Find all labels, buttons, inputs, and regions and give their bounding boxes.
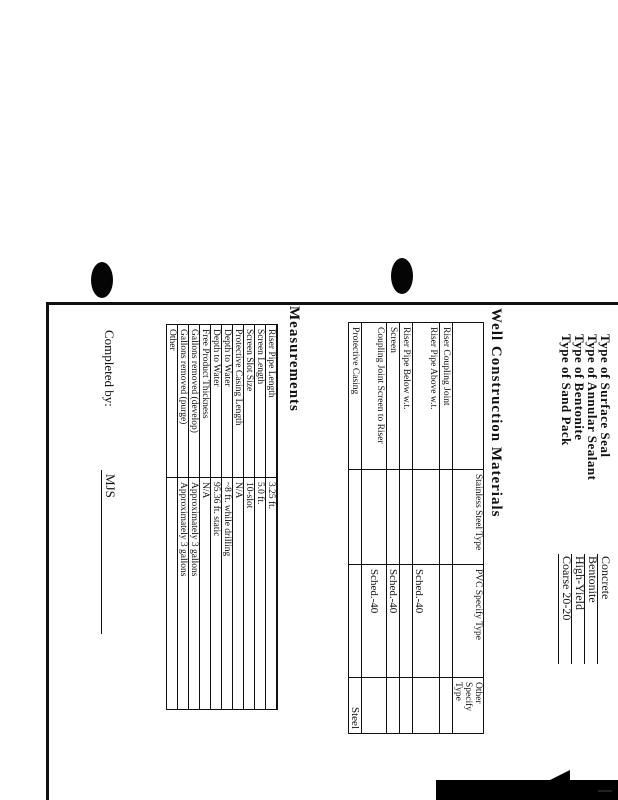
table-row — [233, 325, 244, 710]
seal-value: Bentonite — [584, 554, 600, 664]
cell-stainless — [400, 470, 413, 565]
cell-value: 3.25 ft. — [266, 478, 278, 710]
cell-stainless — [349, 470, 362, 565]
cell-pvc: Sched.-40 — [413, 565, 440, 678]
seal-label: Type of Sand Pack — [559, 334, 574, 446]
column-header — [453, 323, 484, 470]
cell-stainless — [413, 470, 440, 565]
cell-value: ~8 ft. while drilling — [222, 478, 233, 710]
seal-value: Concrete — [597, 554, 613, 664]
cell-other — [362, 678, 387, 734]
cell-value: 95.36 ft. static — [211, 478, 222, 710]
column-header: Other Specify Type — [453, 678, 484, 734]
cell-value: N/A — [233, 478, 244, 710]
row-label: Riser Coupling Joint — [440, 323, 453, 470]
row-label: Depth to Water — [211, 325, 222, 478]
seal-value: High-Yield — [571, 554, 587, 664]
table-row — [222, 325, 233, 710]
measurements-title: Measurements — [286, 306, 302, 412]
seal-types — [558, 334, 613, 664]
table-row — [400, 323, 413, 734]
seal-value: Coarse 20-20 — [558, 554, 574, 664]
row-label: Riser Pipe Below w.t. — [400, 323, 413, 470]
table-header-row — [453, 323, 484, 734]
cell-value — [167, 478, 178, 710]
row-label: Depth to Water — [222, 325, 233, 478]
seal-row — [558, 334, 574, 664]
row-label: Free Product Thickness — [200, 325, 211, 478]
table-row — [349, 323, 362, 734]
cell-pvc — [440, 565, 453, 678]
row-label: Screen — [387, 323, 400, 470]
completed-value: MJS — [101, 470, 118, 634]
table-row — [440, 323, 453, 734]
row-label: Other — [167, 325, 178, 478]
cell-other — [387, 678, 400, 734]
column-header: PVC Specify Type — [453, 565, 484, 678]
row-label: Riser Pipe Length — [266, 325, 278, 478]
materials-title: Well Construction Materials — [488, 308, 504, 518]
cell-stainless — [362, 470, 387, 565]
cell-pvc — [349, 565, 362, 678]
column-header: Stainless Steel Type — [453, 470, 484, 565]
cell-stainless — [387, 470, 400, 565]
table-row — [362, 323, 387, 734]
seal-label: Type of Annular Sealant — [585, 334, 600, 481]
cell-value: Approximately 3 gallons — [189, 478, 200, 710]
row-label: Screen Slot Size — [244, 325, 255, 478]
cell-other — [400, 678, 413, 734]
cell-stainless — [440, 470, 453, 565]
cell-value: Approximately 3 gallons — [178, 478, 189, 710]
completed-label: Completed by: — [102, 330, 117, 407]
table-row — [255, 325, 266, 710]
table-row — [178, 325, 189, 710]
table-row — [211, 325, 222, 710]
seal-label: Type of Bentonite — [572, 334, 587, 441]
cell-value: N/A — [200, 478, 211, 710]
row-label: Riser Pipe Above w.t. — [413, 323, 440, 470]
row-label: Protective Casing — [349, 323, 362, 470]
seal-label: Type of Surface Seal — [598, 334, 613, 458]
table-row — [200, 325, 211, 710]
cell-other — [440, 678, 453, 734]
row-label: Coupling Joint Screen to Riser — [362, 323, 387, 470]
materials-table — [348, 322, 484, 734]
row-label: Gallons removed (develop) — [189, 325, 200, 478]
table-row — [189, 325, 200, 710]
completed-by — [101, 330, 118, 634]
cell-value: 10-slot — [244, 478, 255, 710]
table-row — [413, 323, 440, 734]
cell-pvc — [400, 565, 413, 678]
table-row — [167, 325, 178, 710]
cell-other: Steel — [349, 678, 362, 734]
cell-other — [413, 678, 440, 734]
table-row — [244, 325, 255, 710]
cell-pvc: Sched.-40 — [387, 565, 400, 678]
table-row — [387, 323, 400, 734]
table-row — [266, 325, 278, 710]
cell-pvc: Sched.-40 — [362, 565, 387, 678]
cell-value: 5.0 ft. — [255, 478, 266, 710]
row-label: Gallons removed (purge) — [178, 325, 189, 478]
measurements-table — [166, 324, 278, 710]
row-label: Protective Casing Length — [233, 325, 244, 478]
row-label: Screen Length — [255, 325, 266, 478]
